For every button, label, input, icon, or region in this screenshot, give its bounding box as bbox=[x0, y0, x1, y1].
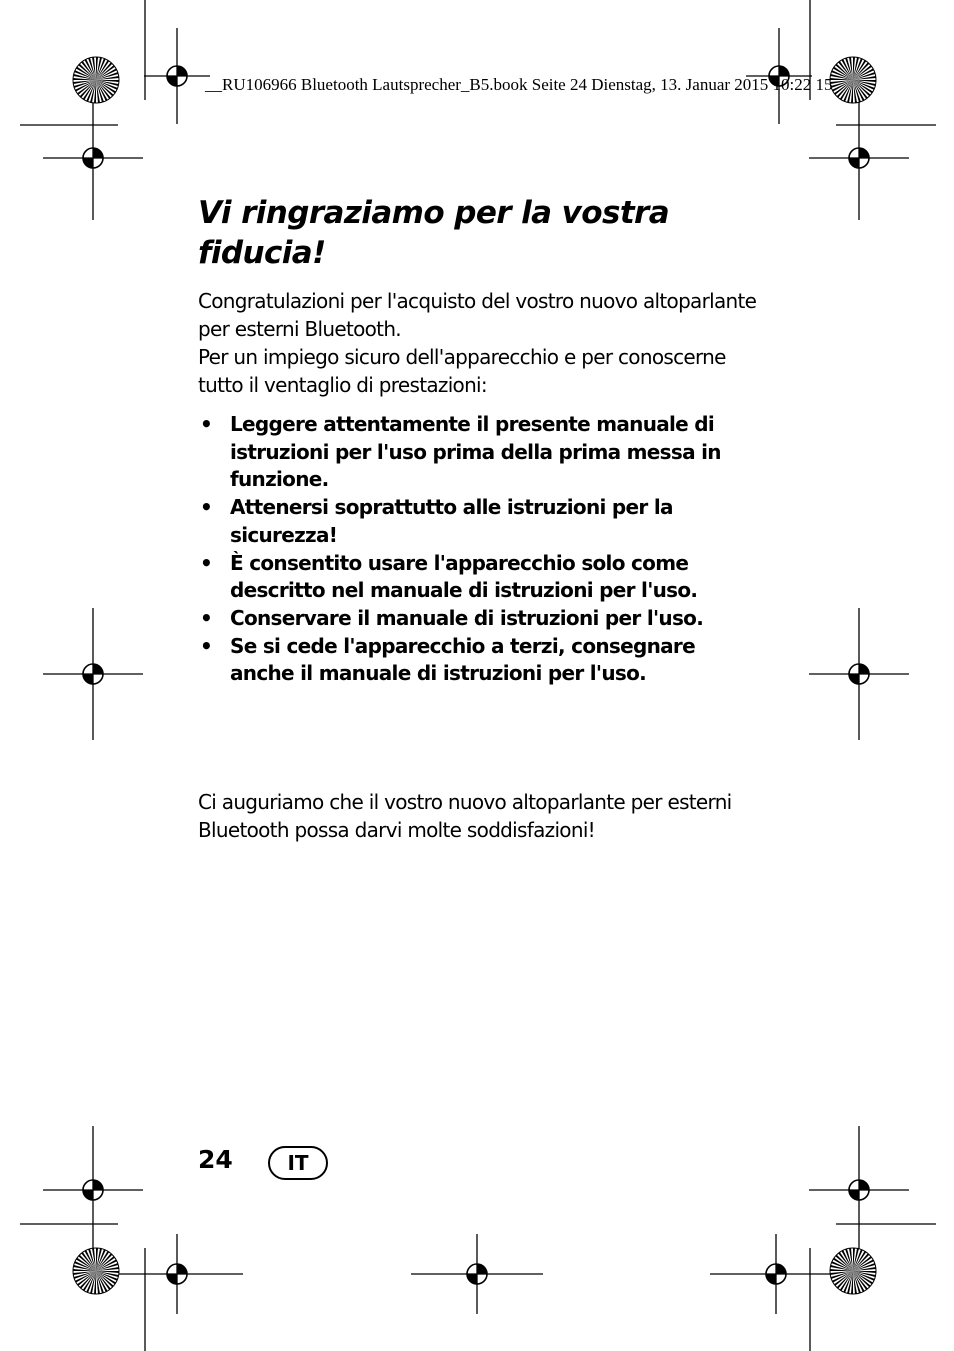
list-item: • Se si cede l'apparecchio a terzi, consegnare anche il manuale di istruzioni per l'uso. bbox=[198, 633, 758, 688]
intro-paragraph: Per un impiego sicuro dell'apparecchio e per conoscerne tutto il ventaglio di prestazioni: bbox=[198, 345, 726, 397]
list-item: • È consentito usare l'apparecchio solo come descritto nel manuale di istruzioni per l'uso. bbox=[198, 550, 758, 605]
title-line: Vi ringraziamo per la vostra bbox=[198, 195, 670, 231]
list-item: • Attenersi soprattutto alle istruzioni per la sicurezza! bbox=[198, 494, 758, 549]
list-item: • Leggere attentamente il presente manuale di istruzioni per l'uso prima della prima messa in funzione. bbox=[198, 411, 758, 494]
title-line: fiducia! bbox=[198, 235, 326, 271]
instruction-list bbox=[198, 411, 758, 688]
page-title bbox=[198, 193, 758, 273]
intro-paragraph: Congratulazioni per l'acquisto del vostro nuovo altoparlante per esterni Bluetooth. bbox=[198, 289, 757, 341]
language-badge: IT bbox=[268, 1146, 328, 1180]
closing-text: Ci auguriamo che il vostro nuovo altoparlante per esterni Bluetooth possa darvi molte soddisfazioni! bbox=[198, 790, 732, 842]
print-header: __RU106966 Bluetooth Lautsprecher_B5.book Seite 24 Dienstag, 13. Januar 2015 10:22 15 bbox=[205, 75, 833, 94]
intro-text bbox=[198, 287, 758, 399]
list-item: • Conservare il manuale di istruzioni per l'uso. bbox=[198, 605, 758, 633]
page-number: 24 bbox=[198, 1145, 233, 1174]
